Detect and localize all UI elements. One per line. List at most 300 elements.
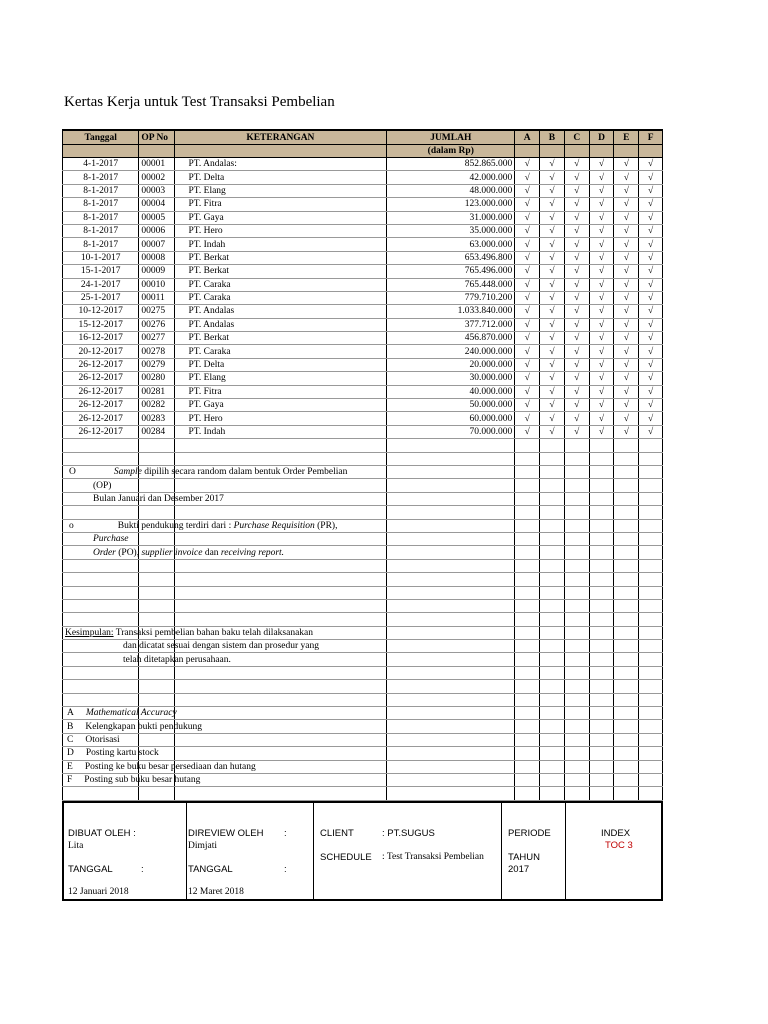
cell-amount: 456.870.000 — [387, 332, 515, 345]
check-b: √ — [540, 305, 565, 318]
check-e: √ — [614, 385, 639, 398]
page-title: Kertas Kerja untuk Test Transaksi Pembelian — [64, 94, 335, 110]
check-d: √ — [589, 399, 614, 412]
cell-amount: 779.710.200 — [387, 291, 515, 304]
check-f: √ — [639, 425, 663, 438]
cell-amount: 765.448.000 — [387, 278, 515, 291]
cell-date: 26-12-2017 — [63, 425, 139, 438]
empty-row — [63, 586, 663, 599]
cell-op-no: 00282 — [139, 399, 174, 412]
check-f: √ — [639, 332, 663, 345]
cell-amount: 70.000.000 — [387, 425, 515, 438]
check-e: √ — [614, 358, 639, 371]
check-d: √ — [589, 171, 614, 184]
check-b: √ — [540, 211, 565, 224]
check-a: √ — [515, 184, 540, 197]
check-e: √ — [614, 265, 639, 278]
check-b: √ — [540, 358, 565, 371]
cell-date: 25-1-2017 — [63, 291, 139, 304]
tanggal2-label: TANGGAL — [188, 863, 233, 875]
check-c: √ — [564, 399, 589, 412]
cell-amount: 653.496.800 — [387, 251, 515, 264]
note-2-text: dan — [202, 547, 221, 558]
check-b: √ — [540, 385, 565, 398]
check-f: √ — [639, 251, 663, 264]
kesimpulan-line-3-cell — [63, 653, 231, 666]
check-f: √ — [639, 358, 663, 371]
tanggal1-colon: : — [141, 863, 144, 875]
check-e: √ — [614, 412, 639, 425]
check-d: √ — [589, 385, 614, 398]
check-f: √ — [639, 238, 663, 251]
cell-description: PT. Berkat — [174, 265, 387, 278]
check-e: √ — [614, 332, 639, 345]
cell-date: 24-1-2017 — [63, 278, 139, 291]
legend-key: D — [67, 748, 74, 759]
check-a: √ — [515, 399, 540, 412]
note-2-italic: supplier invoice — [141, 547, 203, 558]
check-d: √ — [589, 372, 614, 385]
cell-amount: 48.000.000 — [387, 184, 515, 197]
col-header-op-no: OP No — [139, 130, 174, 145]
check-f: √ — [639, 171, 663, 184]
schedule-value: : Test Transaksi Pembelian — [382, 851, 484, 862]
legend-row-c-cell — [63, 733, 139, 746]
cell-op-no: 00278 — [139, 345, 174, 358]
cell-amount: 40.000.000 — [387, 385, 515, 398]
check-b: √ — [540, 372, 565, 385]
cell-op-no: 00281 — [139, 385, 174, 398]
check-b: √ — [540, 238, 565, 251]
cell-date: 15-1-2017 — [63, 265, 139, 278]
note-2-text: Bukti pendukung terdiri dari : — [117, 520, 234, 531]
kesimpulan-label: Kesimpulan: — [65, 627, 114, 638]
worksheet — [62, 129, 665, 901]
client-label: CLIENT — [320, 827, 354, 839]
check-c: √ — [564, 265, 589, 278]
check-c: √ — [564, 318, 589, 331]
cell-amount: 60.000.000 — [387, 412, 515, 425]
cell-op-no: 00002 — [139, 171, 174, 184]
check-c: √ — [564, 198, 589, 211]
empty-row — [63, 599, 663, 612]
empty-row — [63, 613, 663, 626]
col-header-a: A — [515, 130, 540, 145]
note-2-italic: Order — [93, 547, 116, 558]
table-row — [63, 238, 663, 251]
cell-date: 8-1-2017 — [63, 171, 139, 184]
check-a: √ — [515, 158, 540, 171]
legend-row-e-cell — [63, 760, 256, 773]
cell-date: 10-1-2017 — [63, 251, 139, 264]
cell-amount: 30.000.000 — [387, 372, 515, 385]
cell-description: PT. Caraka — [174, 345, 387, 358]
check-e: √ — [614, 198, 639, 211]
check-c: √ — [564, 224, 589, 237]
check-b: √ — [540, 184, 565, 197]
legend-row-f-cell — [63, 773, 201, 786]
col-header-b: B — [540, 130, 565, 145]
cell-description: PT. Caraka — [174, 291, 387, 304]
cell-date: 8-1-2017 — [63, 224, 139, 237]
check-e: √ — [614, 345, 639, 358]
check-b: √ — [540, 198, 565, 211]
check-c: √ — [564, 332, 589, 345]
cell-description: PT. Gaya — [174, 211, 387, 224]
legend-key: E — [67, 761, 73, 772]
cell-date: 8-1-2017 — [63, 184, 139, 197]
cell-amount: 1.033.840.000 — [387, 305, 515, 318]
check-a: √ — [515, 171, 540, 184]
note-1-line-1 — [63, 465, 663, 478]
note-1-text: (OP) — [93, 480, 112, 491]
check-d: √ — [589, 412, 614, 425]
legend-text: Kelengkapan bukti pendukung — [85, 721, 202, 732]
empty-row — [63, 680, 663, 693]
check-a: √ — [515, 412, 540, 425]
legend-row-b — [63, 720, 663, 733]
kesimpulan-text: telah ditetapkan perusahaan. — [123, 654, 231, 665]
cell-date: 16-12-2017 — [63, 332, 139, 345]
check-b: √ — [540, 291, 565, 304]
check-a: √ — [515, 265, 540, 278]
cell-description: PT. Delta — [174, 171, 387, 184]
check-a: √ — [515, 332, 540, 345]
transaction-table — [62, 129, 663, 801]
cell-op-no: 00010 — [139, 278, 174, 291]
check-d: √ — [589, 278, 614, 291]
cell-description: PT. Delta — [174, 358, 387, 371]
legend-key: F — [67, 775, 73, 786]
check-d: √ — [589, 198, 614, 211]
table-row — [63, 171, 663, 184]
check-f: √ — [639, 224, 663, 237]
direview-colon: : — [284, 827, 287, 839]
index-label: INDEX — [601, 827, 631, 839]
cell-op-no: 00005 — [139, 211, 174, 224]
empty-row — [63, 452, 663, 465]
table-row — [63, 385, 663, 398]
col-header-f: F — [639, 130, 663, 145]
legend-row-e — [63, 760, 663, 773]
dibuat-label: DIBUAT OLEH : — [68, 827, 136, 839]
cell-date: 20-12-2017 — [63, 345, 139, 358]
cell-amount: 240.000.000 — [387, 345, 515, 358]
check-b: √ — [540, 412, 565, 425]
cell-op-no: 00284 — [139, 425, 174, 438]
check-c: √ — [564, 291, 589, 304]
cell-op-no: 00006 — [139, 224, 174, 237]
table-row — [63, 425, 663, 438]
check-c: √ — [564, 385, 589, 398]
note-2-line-1-cell — [63, 519, 338, 532]
check-f: √ — [639, 385, 663, 398]
empty-row — [63, 573, 663, 586]
index-value: TOC 3 — [605, 839, 633, 851]
check-e: √ — [614, 171, 639, 184]
check-a: √ — [515, 425, 540, 438]
cell-op-no: 00003 — [139, 184, 174, 197]
note-2-italic: Purchase Requisition — [233, 520, 315, 531]
header-row — [63, 130, 663, 145]
cell-description: PT. Fitra — [174, 385, 387, 398]
table-row — [63, 318, 663, 331]
empty-row — [63, 559, 663, 572]
empty-row — [63, 506, 663, 519]
check-d: √ — [589, 238, 614, 251]
check-c: √ — [564, 305, 589, 318]
check-f: √ — [639, 412, 663, 425]
check-c: √ — [564, 238, 589, 251]
check-e: √ — [614, 278, 639, 291]
check-f: √ — [639, 305, 663, 318]
check-e: √ — [614, 211, 639, 224]
cell-op-no: 00007 — [139, 238, 174, 251]
header-subrow — [63, 145, 663, 158]
cell-description: PT. Gaya — [174, 399, 387, 412]
cell-description: PT. Caraka — [174, 278, 387, 291]
col-header-keterangan: KETERANGAN — [174, 130, 387, 145]
check-a: √ — [515, 385, 540, 398]
cell-date: 26-12-2017 — [63, 399, 139, 412]
check-b: √ — [540, 345, 565, 358]
direview-value: Dimjati — [188, 840, 218, 851]
table-row — [63, 211, 663, 224]
legend-text: Otorisasi — [85, 734, 120, 745]
cell-description: PT. Hero — [174, 412, 387, 425]
legend-row-f — [63, 773, 663, 786]
cell-date: 4-1-2017 — [63, 158, 139, 171]
table-row — [63, 251, 663, 264]
check-e: √ — [614, 184, 639, 197]
check-c: √ — [564, 251, 589, 264]
cell-op-no: 00001 — [139, 158, 174, 171]
legend-key: B — [67, 721, 74, 732]
cell-amount: 123.000.000 — [387, 198, 515, 211]
table-row — [63, 291, 663, 304]
note-1-line-2-cell — [63, 479, 139, 492]
check-a: √ — [515, 305, 540, 318]
note-2-line-3 — [63, 546, 663, 559]
check-d: √ — [589, 425, 614, 438]
note-2-line-2-cell — [63, 532, 139, 545]
cell-date: 26-12-2017 — [63, 385, 139, 398]
col-header-c: C — [564, 130, 589, 145]
cell-amount: 20.000.000 — [387, 358, 515, 371]
check-e: √ — [614, 305, 639, 318]
tahun-value: 2017 — [508, 863, 530, 875]
col-header-jumlah-sub: (dalam Rp) — [387, 145, 515, 158]
legend-row-a — [63, 707, 663, 720]
check-e: √ — [614, 399, 639, 412]
cell-description: PT. Elang — [174, 372, 387, 385]
check-a: √ — [515, 238, 540, 251]
check-e: √ — [614, 224, 639, 237]
check-a: √ — [515, 291, 540, 304]
table-row — [63, 224, 663, 237]
table-row — [63, 265, 663, 278]
cell-op-no: 00004 — [139, 198, 174, 211]
table-row — [63, 345, 663, 358]
check-e: √ — [614, 291, 639, 304]
cell-description: PT. Indah — [174, 425, 387, 438]
check-e: √ — [614, 158, 639, 171]
bullet-icon: O — [69, 467, 76, 478]
kesimpulan-text: dan dicatat sesuai dengan sistem dan prosedur yang — [123, 641, 320, 652]
legend-text: Mathematical Accuracy — [85, 708, 177, 719]
empty-row — [63, 666, 663, 679]
check-f: √ — [639, 158, 663, 171]
check-b: √ — [540, 171, 565, 184]
check-b: √ — [540, 332, 565, 345]
cell-date: 8-1-2017 — [63, 198, 139, 211]
client-value: : PT.SUGUS — [382, 827, 435, 839]
check-c: √ — [564, 171, 589, 184]
check-f: √ — [639, 318, 663, 331]
cell-op-no: 00280 — [139, 372, 174, 385]
check-f: √ — [639, 265, 663, 278]
schedule-label: SCHEDULE — [320, 851, 372, 863]
table-row — [63, 305, 663, 318]
check-b: √ — [540, 278, 565, 291]
note-1-italic: Sample — [113, 467, 142, 478]
cell-op-no: 00011 — [139, 291, 174, 304]
check-a: √ — [515, 372, 540, 385]
bullet-icon: o — [69, 520, 74, 531]
cell-date: 10-12-2017 — [63, 305, 139, 318]
cell-date: 26-12-2017 — [63, 358, 139, 371]
signoff-divider — [565, 803, 566, 899]
cell-op-no: 00277 — [139, 332, 174, 345]
check-e: √ — [614, 251, 639, 264]
legend-text: Posting ke buku besar persediaan dan hutang — [84, 761, 256, 772]
signoff-divider — [186, 803, 187, 899]
tahun-label: TAHUN — [508, 851, 541, 863]
note-2-line-2 — [63, 532, 663, 545]
check-c: √ — [564, 184, 589, 197]
cell-amount: 35.000.000 — [387, 224, 515, 237]
cell-date: 15-12-2017 — [63, 318, 139, 331]
check-d: √ — [589, 158, 614, 171]
direview-label: DIREVIEW OLEH — [188, 827, 264, 839]
kesimpulan-line-3 — [63, 653, 663, 666]
table-row — [63, 184, 663, 197]
table-body — [63, 130, 663, 800]
col-header-tanggal: Tanggal — [63, 130, 139, 145]
check-f: √ — [639, 278, 663, 291]
empty-row — [63, 787, 663, 800]
cell-date: 8-1-2017 — [63, 238, 139, 251]
table-row — [63, 332, 663, 345]
legend-row-d-cell — [63, 747, 159, 760]
note-1-line-3-cell — [63, 492, 224, 505]
table-row — [63, 198, 663, 211]
check-a: √ — [515, 211, 540, 224]
cell-description: PT. Berkat — [174, 332, 387, 345]
cell-op-no: 00008 — [139, 251, 174, 264]
cell-description: PT. Indah — [174, 238, 387, 251]
check-f: √ — [639, 184, 663, 197]
check-c: √ — [564, 412, 589, 425]
tanggal1-label: TANGGAL — [68, 863, 113, 875]
check-a: √ — [515, 224, 540, 237]
empty-row — [63, 439, 663, 452]
col-header-jumlah: JUMLAH — [387, 130, 515, 145]
cell-description: PT. Berkat — [174, 251, 387, 264]
check-b: √ — [540, 399, 565, 412]
table-row — [63, 158, 663, 171]
col-header-d: D — [589, 130, 614, 145]
check-f: √ — [639, 345, 663, 358]
check-c: √ — [564, 278, 589, 291]
check-a: √ — [515, 251, 540, 264]
cell-amount: 765.496.000 — [387, 265, 515, 278]
table-row — [63, 278, 663, 291]
table-row — [63, 399, 663, 412]
cell-date: 26-12-2017 — [63, 372, 139, 385]
col-header-e: E — [614, 130, 639, 145]
tanggal2-colon: : — [284, 863, 287, 875]
note-1-text: Bulan Januari dan Desember 2017 — [93, 493, 224, 504]
cell-description: PT. Andalas — [174, 318, 387, 331]
cell-description: PT. Fitra — [174, 198, 387, 211]
note-1-line-1-cell — [63, 465, 348, 478]
check-b: √ — [540, 318, 565, 331]
check-e: √ — [614, 372, 639, 385]
cell-op-no: 00276 — [139, 318, 174, 331]
table-row — [63, 358, 663, 371]
check-d: √ — [589, 211, 614, 224]
check-e: √ — [614, 318, 639, 331]
empty-row — [63, 693, 663, 706]
note-2-line-1 — [63, 519, 663, 532]
table-row — [63, 412, 663, 425]
note-2-line-3-cell — [63, 546, 285, 559]
note-2-italic: receiving report. — [220, 547, 285, 558]
note-2-text: (PO), — [115, 547, 142, 558]
check-d: √ — [589, 291, 614, 304]
check-c: √ — [564, 211, 589, 224]
table-row — [63, 372, 663, 385]
note-1-line-3 — [63, 492, 663, 505]
check-f: √ — [639, 291, 663, 304]
check-a: √ — [515, 318, 540, 331]
check-d: √ — [589, 251, 614, 264]
check-c: √ — [564, 372, 589, 385]
kesimpulan-line-2 — [63, 640, 663, 653]
check-c: √ — [564, 358, 589, 371]
check-e: √ — [614, 425, 639, 438]
check-d: √ — [589, 224, 614, 237]
note-1-line-2 — [63, 479, 663, 492]
cell-amount: 42.000.000 — [387, 171, 515, 184]
cell-op-no: 00279 — [139, 358, 174, 371]
cell-amount: 31.000.000 — [387, 211, 515, 224]
cell-date: 26-12-2017 — [63, 412, 139, 425]
check-f: √ — [639, 399, 663, 412]
check-d: √ — [589, 265, 614, 278]
tanggal1-value: 12 Januari 2018 — [68, 886, 129, 897]
legend-key: A — [67, 708, 74, 719]
check-e: √ — [614, 238, 639, 251]
check-b: √ — [540, 224, 565, 237]
cell-op-no: 00283 — [139, 412, 174, 425]
kesimpulan-cell — [63, 626, 314, 639]
dibuat-value: Lita — [68, 840, 84, 851]
legend-text: Posting sub buku besar hutang — [84, 775, 201, 786]
signoff-box — [62, 801, 663, 901]
check-d: √ — [589, 318, 614, 331]
